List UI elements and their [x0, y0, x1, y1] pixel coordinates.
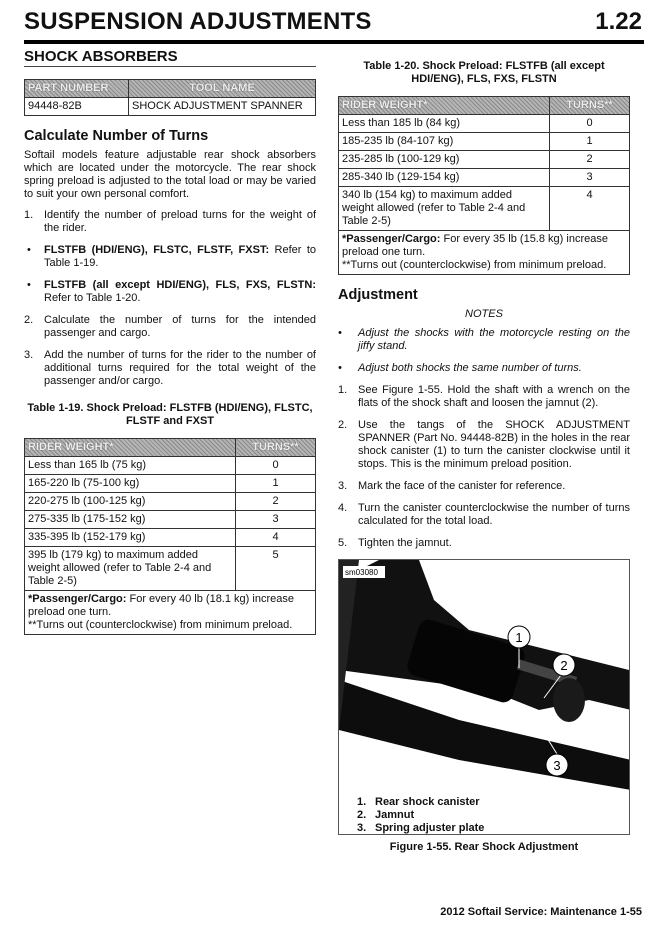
cell: 4: [236, 529, 316, 547]
table-row: [339, 115, 630, 133]
cell: 4: [550, 187, 630, 231]
cell: 1: [236, 475, 316, 493]
cell: 1: [550, 133, 630, 151]
list-item: 2. Calculate the number of turns for the intended passenger and cargo.: [24, 314, 316, 339]
list-item: 1. See Figure 1-55. Hold the shaft with a wrench on the flats of the shock shaft and loosen the jamnut (2).: [338, 384, 630, 409]
figure-legend: 1. Rear shock canister 2. Jamnut 3. Spring adjuster plate: [357, 796, 485, 834]
table-row: [25, 98, 316, 116]
section-heading: SHOCK ABSORBERS: [24, 50, 316, 67]
cell: 0: [236, 457, 316, 475]
table-row: [25, 475, 316, 493]
adjustment-steps: [338, 384, 630, 550]
shock-illustration: [339, 560, 630, 835]
adjustment-heading: Adjustment: [338, 287, 418, 303]
cell: 235-285 lb (100-129 kg): [339, 151, 550, 169]
th-turns: TURNS**: [236, 439, 316, 457]
list-item: 4. Turn the canister counterclockwise the number of turns calculated for the total load.: [338, 502, 630, 527]
cell: Less than 165 lb (75 kg): [25, 457, 236, 475]
figure-caption: Figure 1-55. Rear Shock Adjustment: [389, 841, 579, 853]
table20-caption: Table 1-20. Shock Preload: FLSTFB (all except HDI/ENG), FLS, FXS, FLSTN: [363, 60, 605, 85]
list-item: • FLSTFB (all except HDI/ENG), FLS, FXS, FLSTN: Refer to Table 1-20.: [27, 279, 316, 304]
cell: 2: [236, 493, 316, 511]
left-column: [24, 50, 316, 635]
th-turns: TURNS**: [550, 97, 630, 115]
notes-label: NOTES: [465, 308, 503, 320]
page-number: 1.22: [595, 8, 642, 35]
cell: SHOCK ADJUSTMENT SPANNER: [129, 98, 316, 116]
page-title: SUSPENSION ADJUSTMENTS: [24, 8, 372, 35]
list-item: 2. Use the tangs of the SHOCK ADJUSTMENT SPANNER (Part No. 94448-82B) in the holes in the rear shock canister (1) to turn the canister clockwise until it stops. This is the minimum preload position.: [338, 419, 630, 470]
th-tool-name: TOOL NAME: [129, 80, 316, 98]
list-item: 3. Mark the face of the canister for reference.: [338, 480, 566, 492]
table-row: [339, 187, 630, 231]
table-note: *Passenger/Cargo: For every 35 lb (15.8 kg) increase preload one turn. **Turns out (counterclockwise) from minimum preload.: [339, 231, 630, 275]
cell: 2: [550, 151, 630, 169]
th-rider-weight: RIDER WEIGHT*: [25, 439, 236, 457]
table-row: [339, 169, 630, 187]
cell: 94448-82B: [25, 98, 129, 116]
right-column: [338, 60, 630, 854]
cell: 3: [550, 169, 630, 187]
note-item: • Adjust both shocks the same number of turns.: [338, 362, 582, 374]
cell: 275-335 lb (175-152 kg): [25, 511, 236, 529]
table20: [338, 96, 630, 275]
list-item: 1. Identify the number of preload turns for the weight of the rider.: [24, 209, 316, 234]
cell: 0: [550, 115, 630, 133]
note-item: • Adjust the shocks with the motorcycle resting on the jiffy stand.: [338, 327, 630, 352]
cell: 3: [236, 511, 316, 529]
cell: 285-340 lb (129-154 kg): [339, 169, 550, 187]
cell: Less than 185 lb (84 kg): [339, 115, 550, 133]
list-item: 3. Add the number of turns for the rider to the number of additional turns required for the total weight of the passenger and/or cargo.: [24, 349, 316, 387]
figure-rear-shock: [338, 559, 630, 835]
table-row: [339, 133, 630, 151]
cell: 5: [236, 547, 316, 591]
page-footer: 2012 Softail Service: Maintenance 1-55: [440, 906, 642, 918]
table-row: [25, 547, 316, 591]
th-rider-weight: RIDER WEIGHT*: [339, 97, 550, 115]
list-item: • FLSTFB (HDI/ENG), FLSTC, FLSTF, FXST: Refer to Table 1-19.: [27, 244, 316, 269]
intro-paragraph: Softail models feature adjustable rear shock absorbers which are located under the motorcycle. The rear shock spring preload is adjusted to the total load or may be varied to suit your own personal comfort.: [24, 149, 316, 200]
cell: 185-235 lb (84-107 kg): [339, 133, 550, 151]
table-row: [25, 529, 316, 547]
cell: 165-220 lb (75-100 kg): [25, 475, 236, 493]
table-note: *Passenger/Cargo: For every 40 lb (18.1 kg) increase preload one turn. **Turns out (counterclockwise) from minimum preload.: [25, 591, 316, 635]
header-rule: [24, 40, 644, 44]
cell: 335-395 lb (152-179 kg): [25, 529, 236, 547]
figure-id: sm03080: [345, 568, 378, 577]
table19: [24, 438, 316, 635]
callout-3: 3: [553, 758, 561, 773]
cell: 220-275 lb (100-125 kg): [25, 493, 236, 511]
table19-caption: Table 1-19. Shock Preload: FLSTFB (HDI/ENG), FLSTC, FLSTF and FXST: [27, 402, 313, 427]
callout-2: 2: [560, 658, 568, 673]
th-part-number: PART NUMBER: [25, 80, 129, 98]
cell: 340 lb (154 kg) to maximum added weight allowed (refer to Table 2-4 and Table 2-5): [339, 187, 550, 231]
table-row: [25, 457, 316, 475]
callout-1: 1: [515, 630, 523, 645]
cell: 395 lb (179 kg) to maximum added weight allowed (refer to Table 2-4 and Table 2-5): [25, 547, 236, 591]
calc-steps: [24, 209, 316, 388]
table-row: [25, 493, 316, 511]
calc-heading: Calculate Number of Turns: [24, 128, 209, 144]
list-item: 5. Tighten the jamnut.: [338, 537, 452, 549]
table-row: [339, 151, 630, 169]
tool-table: [24, 79, 316, 116]
table-row: [25, 511, 316, 529]
